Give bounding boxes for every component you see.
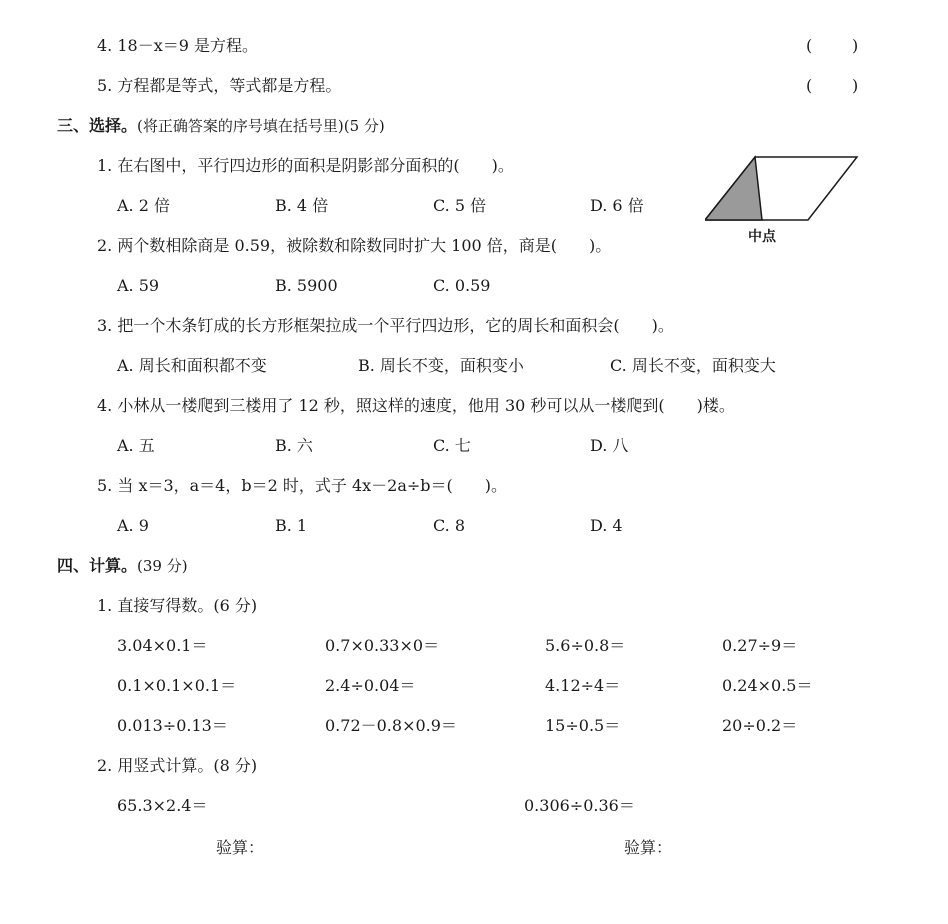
answer-paren-left: ( bbox=[806, 36, 813, 55]
option-a: A. 五 bbox=[117, 436, 155, 455]
section4-heading bbox=[57, 556, 188, 576]
check-label: 验算： bbox=[216, 838, 265, 857]
option-b: B. 1 bbox=[275, 516, 308, 535]
question-stem: 2. 两个数相除商是 0.59，被除数和除数同时扩大 100 倍，商是( )。 bbox=[97, 236, 612, 255]
calc-item: 0.013÷0.13＝ bbox=[117, 716, 228, 735]
answer-paren-left: ( bbox=[806, 76, 813, 95]
section4-note: (39 分) bbox=[137, 557, 188, 575]
part1-title: 1. 直接写得数。(6 分) bbox=[97, 596, 258, 615]
option-c: C. 周长不变，面积变大 bbox=[610, 356, 776, 375]
option-b: B. 六 bbox=[275, 436, 313, 455]
option-b: B. 周长不变，面积变小 bbox=[358, 356, 524, 375]
vertical-calc-problem: 65.3×2.4＝ bbox=[117, 796, 208, 815]
calc-item: 2.4÷0.04＝ bbox=[325, 676, 416, 695]
question-stem: 4. 小林从一楼爬到三楼用了 12 秒，照这样的速度，他用 30 秒可以从一楼爬到( )楼。 bbox=[97, 396, 735, 415]
question-stem: 1. 在右图中，平行四边形的面积是阴影部分面积的( )。 bbox=[97, 156, 514, 175]
answer-paren-right: ) bbox=[852, 36, 859, 55]
part2-title: 2. 用竖式计算。(8 分) bbox=[97, 756, 258, 775]
section3-note: (将正确答案的序号填在括号里)(5 分) bbox=[137, 117, 385, 135]
calc-item: 3.04×0.1＝ bbox=[117, 636, 208, 655]
judge-item-5: 5. 方程都是等式，等式都是方程。 bbox=[97, 76, 342, 95]
shaded-triangle bbox=[705, 157, 762, 220]
option-c: C. 8 bbox=[433, 516, 466, 535]
answer-paren-right: ) bbox=[852, 76, 859, 95]
option-c: C. 七 bbox=[433, 436, 471, 455]
option-b: B. 5900 bbox=[275, 276, 338, 295]
parallelogram-figure bbox=[705, 155, 860, 245]
section4-title: 四、计算。 bbox=[57, 556, 138, 575]
midpoint-label: 中点 bbox=[748, 229, 776, 245]
calc-item: 0.24×0.5＝ bbox=[722, 676, 813, 695]
option-d: D. 4 bbox=[590, 516, 623, 535]
question-stem: 3. 把一个木条钉成的长方形框架拉成一个平行四边形，它的周长和面积会( )。 bbox=[97, 316, 674, 335]
option-a: A. 9 bbox=[117, 516, 149, 535]
option-b: B. 4 倍 bbox=[275, 196, 329, 215]
option-d: D. 八 bbox=[590, 436, 629, 455]
option-c: C. 5 倍 bbox=[433, 196, 487, 215]
option-c: C. 0.59 bbox=[433, 276, 491, 295]
question-stem: 5. 当 x＝3，a＝4，b＝2 时，式子 4x－2a÷b＝( )。 bbox=[97, 476, 508, 495]
calc-item: 0.7×0.33×0＝ bbox=[325, 636, 440, 655]
calc-item: 15÷0.5＝ bbox=[545, 716, 621, 735]
check-label: 验算： bbox=[624, 838, 673, 857]
calc-item: 4.12÷4＝ bbox=[545, 676, 621, 695]
calc-item: 0.27÷9＝ bbox=[722, 636, 798, 655]
option-a: A. 59 bbox=[117, 276, 160, 295]
calc-item: 0.72－0.8×0.9＝ bbox=[325, 716, 457, 735]
vertical-calc-problem: 0.306÷0.36＝ bbox=[524, 796, 635, 815]
option-a: A. 周长和面积都不变 bbox=[117, 356, 267, 375]
option-a: A. 2 倍 bbox=[117, 196, 170, 215]
calc-item: 20÷0.2＝ bbox=[722, 716, 798, 735]
section3-title: 三、选择。 bbox=[57, 116, 138, 135]
calc-item: 0.1×0.1×0.1＝ bbox=[117, 676, 237, 695]
judge-item-4: 4. 18－x＝9 是方程。 bbox=[97, 36, 259, 55]
option-d: D. 6 倍 bbox=[590, 196, 644, 215]
section3-heading bbox=[57, 116, 385, 136]
calc-item: 5.6÷0.8＝ bbox=[545, 636, 626, 655]
